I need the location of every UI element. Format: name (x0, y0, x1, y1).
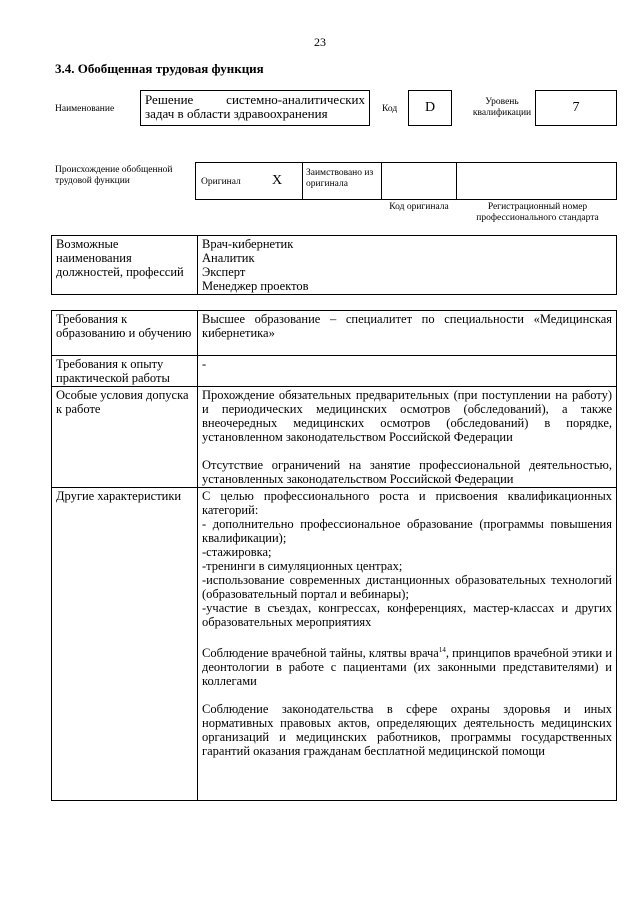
original-mark: X (272, 173, 283, 188)
positions-label: Возможные наименования должностей, профессий (52, 236, 198, 295)
admission-paragraph: Прохождение обязательных предварительных (при поступлении на работу) и периодических медицинских осмотров (обследований), а также внеочередных медицинских осмотров (обследований) в порядке, установленном законодательством Российской Федерации (202, 388, 612, 444)
admission-label: Особые условия допуска к работе (52, 387, 198, 488)
section-title: 3.4. Обобщенная трудовая функция (55, 61, 264, 76)
other-line: С целью профессионального роста и присвоения квалификационных категорий: (202, 489, 612, 517)
requirements-table (51, 310, 617, 801)
other-label: Другие характеристики (52, 488, 198, 801)
position-item: Врач-кибернетик (202, 237, 294, 251)
education-label: Требования к образованию и обучению (52, 311, 198, 356)
registration-caption: Регистрационный номер профессионального стандарта (476, 202, 599, 223)
borrowed-box: Заимствовано из оригинала (302, 162, 382, 200)
experience-label: Требования к опыту практической работы (52, 356, 198, 387)
confidentiality-paragraph (202, 643, 612, 688)
admission-value (198, 387, 617, 488)
code-label: Код (382, 104, 398, 114)
other-line: -тренинги в симуляционных центрах; (202, 559, 403, 573)
other-line: -участие в съездах, конгрессах, конференциях, мастер-классах и других образовательных мероприятиях (202, 601, 612, 629)
admission-paragraph: Отсутствие ограничений на занятие профессиональной деятельностью, установленных законодательством Российской Федерации (202, 458, 612, 486)
footnote-ref: 14 (438, 646, 446, 654)
level-box: 7 (535, 90, 617, 126)
page-number: 23 (314, 35, 326, 49)
positions-table (51, 235, 617, 295)
original-label: Оригинал (201, 177, 241, 187)
code-box: D (408, 90, 452, 126)
registration-number-box (456, 162, 617, 200)
original-code-box (381, 162, 457, 200)
other-line: - дополнительно профессиональное образование (программы повышения квалификации); (202, 517, 612, 545)
original-box (195, 162, 303, 200)
name-label: Наименование (55, 104, 115, 114)
level-label: Уровень квалификации (472, 97, 532, 118)
experience-value: - (198, 356, 617, 387)
confidentiality-text: Соблюдение врачебной тайны, клятвы врача (202, 646, 439, 661)
confidentiality-text-cont: , принципов врачебной этики и деонтологии в работе с пациентами (их законными представителями) и коллегами (202, 646, 613, 689)
legislation-paragraph: Соблюдение законодательства в сфере охраны здоровья и иных нормативных правовых актов, определяющих деятельность медицинских организаций и медицинских работников, программы государственных гарантий оказания гражданам бесплатной медицинской помощи (202, 702, 612, 759)
origin-label: Происхождение обобщенной трудовой функции (55, 165, 173, 186)
education-value: Высшее образование – специалитет по специальности «Медицинская кибернетика» (198, 311, 617, 356)
positions-list (198, 236, 617, 295)
function-name-box: Решение системно-аналитических задач в области здравоохранения (140, 90, 370, 126)
other-line: -стажировка; (202, 545, 272, 559)
position-item: Менеджер проектов (202, 279, 309, 293)
code-caption: Код оригинала (389, 202, 449, 212)
position-item: Эксперт (202, 265, 246, 279)
other-line: -использование современных дистанционных образовательных технологий (образовательный портал и вебинары); (202, 573, 612, 601)
position-item: Аналитик (202, 251, 255, 265)
other-value (198, 488, 617, 801)
